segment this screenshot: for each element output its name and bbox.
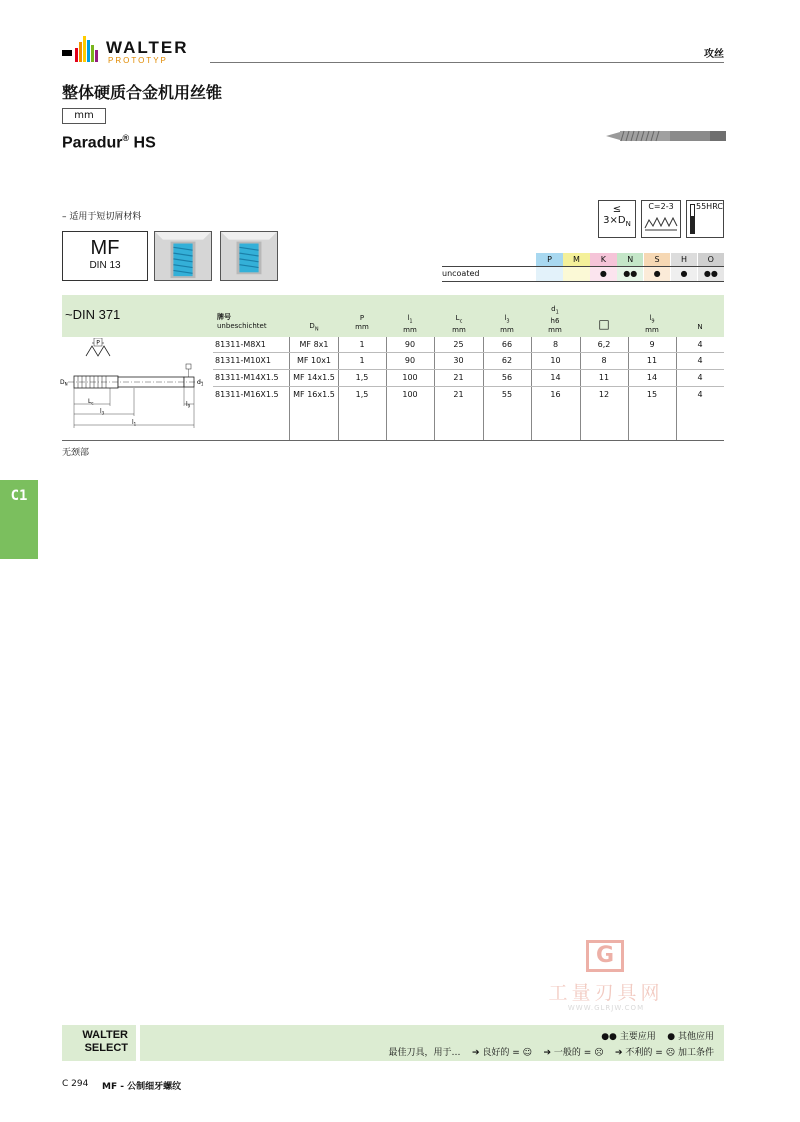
rating-k: ●	[590, 267, 616, 281]
table-cell-code: 81311-M10X1	[215, 356, 271, 365]
depth-value	[599, 215, 635, 228]
drawing-label-d1-text: d	[197, 379, 201, 386]
table-cell-code: 81311-M14X1.5	[215, 373, 279, 382]
th-l3-label	[495, 314, 519, 326]
good-face-icon: ☺	[522, 1048, 533, 1058]
table-cell-lc: 30	[453, 356, 464, 365]
material-rating-row	[442, 267, 724, 281]
drawing-label-lc	[88, 398, 94, 406]
rating-p	[536, 267, 562, 281]
table-cell-l9: 14	[646, 373, 658, 382]
legend-best: 最佳刀具，用于…	[388, 1048, 461, 1058]
table-cell-l1: 100	[402, 373, 418, 382]
table-cell-d1: 10	[550, 356, 561, 365]
thread-type-box	[62, 231, 148, 281]
watermark	[536, 940, 676, 1020]
tap-tool-image	[606, 128, 726, 144]
legend-usage	[601, 1029, 714, 1042]
table-cell-square: 11	[598, 373, 610, 382]
th-lc-sub: c	[459, 318, 463, 325]
brand-bar	[62, 50, 72, 56]
drawing-label-lc-sub: c	[91, 400, 94, 406]
material-rule	[442, 266, 724, 267]
th-dn-sub: N	[314, 326, 319, 333]
depth-val-text: 3×D	[603, 215, 626, 226]
drawing-label-d1	[197, 379, 204, 387]
chamfer-thread-icon	[643, 212, 679, 232]
th-l9-sub: 9	[651, 318, 655, 325]
table-cell-d1: 16	[550, 390, 561, 399]
brand-bar	[83, 36, 86, 62]
table-cell-l3: 66	[501, 340, 513, 349]
through-hole-icon	[154, 231, 212, 281]
legend-main-label: 主要应用	[619, 1032, 656, 1042]
legend-main-symbol: ●●	[601, 1032, 617, 1042]
chamfer-icon	[641, 200, 681, 238]
drawing-label-dn-text: D	[60, 379, 65, 386]
registered-mark: ®	[122, 133, 130, 143]
th-n: N	[697, 323, 703, 331]
material-header-row	[442, 253, 724, 267]
th-lc-text: L	[455, 314, 460, 322]
th-d1-tol: h6	[550, 317, 560, 326]
th-code	[217, 313, 267, 331]
table-header-band	[62, 295, 724, 337]
depth-val-sub: N	[625, 220, 631, 228]
th-lc-unit: mm	[452, 326, 466, 335]
product-suffix: HS	[129, 134, 156, 152]
material-group-k: K	[590, 253, 616, 267]
table-cell-n: 4	[697, 356, 703, 365]
chamfer-text: C=2-3	[648, 202, 674, 211]
table-cell-n: 4	[697, 390, 703, 399]
page-number: C 294	[62, 1079, 89, 1089]
hardness-text: 55HRC	[696, 202, 723, 211]
table-cell-l3: 62	[501, 356, 513, 365]
legend-other-label: 其他应用	[677, 1032, 714, 1042]
material-group-m: M	[563, 253, 589, 267]
brand-bar	[91, 45, 94, 62]
th-l1	[398, 314, 422, 335]
material-group-o: O	[698, 253, 724, 267]
hardness-bar	[690, 204, 695, 234]
table-cell-square: 8	[601, 356, 607, 365]
table-cell-l9: 9	[649, 340, 655, 349]
table-cell-d1: 14	[550, 373, 561, 382]
no-neck-note: 无颈部	[62, 448, 90, 458]
table-cell-l9: 15	[646, 390, 658, 399]
th-l1-sub: 1	[409, 318, 413, 325]
thread-depth-icon	[598, 200, 636, 238]
brand-bar	[95, 50, 98, 62]
th-code-label: 牌号	[217, 313, 231, 321]
drawing-label-l1-sub: 1	[133, 421, 137, 427]
drawing-label-l1	[132, 419, 137, 427]
table-cell-dn: MF 14x1.5	[293, 373, 335, 382]
product-name-text: Paradur	[62, 134, 123, 152]
rating-s: ●	[644, 267, 670, 281]
th-dn-label: D	[309, 322, 315, 330]
brand-bar	[75, 48, 78, 62]
brand-sub: PROTOTYP	[108, 56, 168, 65]
th-l3-text: l	[504, 314, 507, 322]
hardness-icon	[686, 200, 724, 238]
legend-good: ➔ 良好的 =	[471, 1048, 520, 1058]
legend-conditions-label: 加工条件	[677, 1048, 714, 1058]
table-cell-p: 1,5	[355, 390, 369, 399]
table-cell-n: 4	[697, 340, 703, 349]
th-p-unit: mm	[355, 323, 369, 331]
table-cell-l1: 90	[404, 356, 416, 365]
table-cell-l3: 55	[501, 390, 513, 399]
table-cell-lc: 21	[453, 390, 464, 399]
unit-badge: mm	[62, 108, 106, 124]
table-cell-square: 12	[598, 390, 610, 399]
th-lc	[447, 314, 471, 335]
section-name: 攻丝	[704, 49, 724, 60]
drawing-label-l9-sub: 9	[187, 403, 191, 409]
th-d1	[543, 305, 567, 335]
drawing-label-l9-text: l	[186, 401, 188, 408]
legend-other-symbol: ●	[667, 1032, 676, 1042]
normal-face-icon: ☹	[594, 1048, 604, 1058]
legend-normal: ➔ 一般的 =	[543, 1048, 592, 1058]
table-cell-l1: 90	[404, 340, 416, 349]
th-l1-unit: mm	[403, 326, 417, 335]
th-lc-label	[447, 314, 471, 326]
th-square: □	[598, 317, 610, 331]
drawing-label-d1-sub: 1	[200, 381, 204, 387]
table-cell-dn: MF 16x1.5	[293, 390, 335, 399]
brand-bar	[79, 42, 82, 62]
th-d1-unit: mm	[548, 326, 562, 335]
walter-select-box	[62, 1025, 136, 1061]
drawing-label-l9	[186, 401, 191, 409]
table-cell-p: 1,5	[355, 373, 369, 382]
legend-bad: ➔ 不利的 =	[615, 1048, 663, 1058]
th-l1-text: l	[407, 314, 410, 322]
th-dn	[300, 322, 328, 334]
table-cell-p: 1	[359, 356, 365, 365]
th-l3-sub: 3	[506, 318, 510, 325]
table-cell-dn: MF 8x1	[299, 340, 329, 349]
row-divider	[213, 386, 724, 387]
th-l3-unit: mm	[500, 326, 514, 335]
rating-n: ●●	[617, 267, 643, 281]
table-cell-square: 6,2	[597, 340, 611, 349]
rating-m	[563, 267, 589, 281]
rating-o: ●●	[698, 267, 724, 281]
table-cell-lc: 25	[453, 340, 464, 349]
row-divider	[213, 352, 724, 353]
thread-type: MF	[90, 237, 120, 259]
drawing-label-l3	[100, 408, 105, 416]
chapter-tab[interactable]: C1	[0, 480, 38, 559]
watermark-url: WWW.GLRJW.COM	[567, 1004, 645, 1012]
material-rule-bottom	[442, 281, 724, 282]
brand-name: WALTER	[106, 38, 189, 57]
drawing-label-l3-sub: 3	[101, 410, 105, 416]
th-p-label: P	[359, 314, 365, 322]
th-code-sub: unbeschichtet	[217, 322, 267, 330]
blind-hole-icon	[220, 231, 278, 281]
product-name	[62, 133, 156, 152]
table-cell-n: 4	[697, 373, 703, 382]
table-cell-d1: 8	[552, 340, 559, 349]
watermark-text: 工量刃具网	[548, 982, 664, 1004]
th-d1-sub: 1	[555, 309, 559, 316]
th-l1-label	[398, 314, 422, 326]
drawing-label-dn	[60, 379, 68, 387]
material-group-s: S	[644, 253, 670, 267]
header-rule	[210, 62, 724, 63]
material-label-spacer	[442, 253, 536, 267]
page-title: 整体硬质合金机用丝锥	[62, 83, 223, 102]
drawing-label-lc-text: L	[88, 398, 92, 405]
bad-face-icon: ☹	[665, 1048, 676, 1058]
table-bottom-rule	[62, 440, 724, 441]
suitable-note: – 适用于短切屑材料	[62, 212, 142, 222]
row-divider	[213, 369, 724, 370]
th-l9-label	[640, 314, 664, 326]
walter-prototyp-logo	[62, 34, 202, 68]
th-l9-text: l	[649, 314, 652, 322]
material-group-h: H	[671, 253, 697, 267]
depth-le: ≤	[612, 204, 622, 215]
watermark-logo: G	[586, 940, 624, 972]
table-cell-l9: 11	[646, 356, 658, 365]
select-line-2: SELECT	[84, 1042, 128, 1054]
material-group-n: N	[617, 253, 643, 267]
page-footer-title: MF - 公制细牙螺纹	[102, 1082, 182, 1092]
table-cell-code: 81311-M8X1	[215, 340, 266, 349]
drawing-label-l3-text: l	[100, 408, 102, 415]
brand-bar	[87, 40, 90, 62]
drawing-label-l1-text: l	[132, 419, 134, 426]
table-cell-lc: 21	[453, 373, 464, 382]
table-cell-l3: 56	[501, 373, 513, 382]
th-l9-unit: mm	[645, 326, 659, 335]
select-line-1: WALTER	[82, 1029, 128, 1041]
th-d1-text: d	[551, 305, 556, 313]
th-l9	[640, 314, 664, 335]
coating-label: uncoated	[442, 269, 480, 278]
material-group-p: P	[536, 253, 562, 267]
table-cell-dn: MF 10x1	[296, 356, 332, 365]
table-cell-code: 81311-M16X1.5	[215, 390, 279, 399]
tap-dimension-drawing	[58, 338, 213, 438]
th-p	[350, 314, 374, 332]
drawing-label-p: P	[96, 339, 100, 347]
th-l3	[495, 314, 519, 335]
legend-conditions	[389, 1045, 715, 1058]
rating-h: ●	[671, 267, 697, 281]
drawing-label-dn-sub: N	[64, 381, 68, 387]
brand-bars-graphic	[62, 36, 102, 62]
table-cell-l1: 100	[402, 390, 418, 399]
material-groups-table	[442, 253, 724, 281]
din-standard: ~DIN 371	[65, 307, 121, 322]
table-cell-p: 1	[359, 340, 365, 349]
th-d1-label	[543, 305, 567, 317]
thread-standard: DIN 13	[89, 260, 121, 271]
